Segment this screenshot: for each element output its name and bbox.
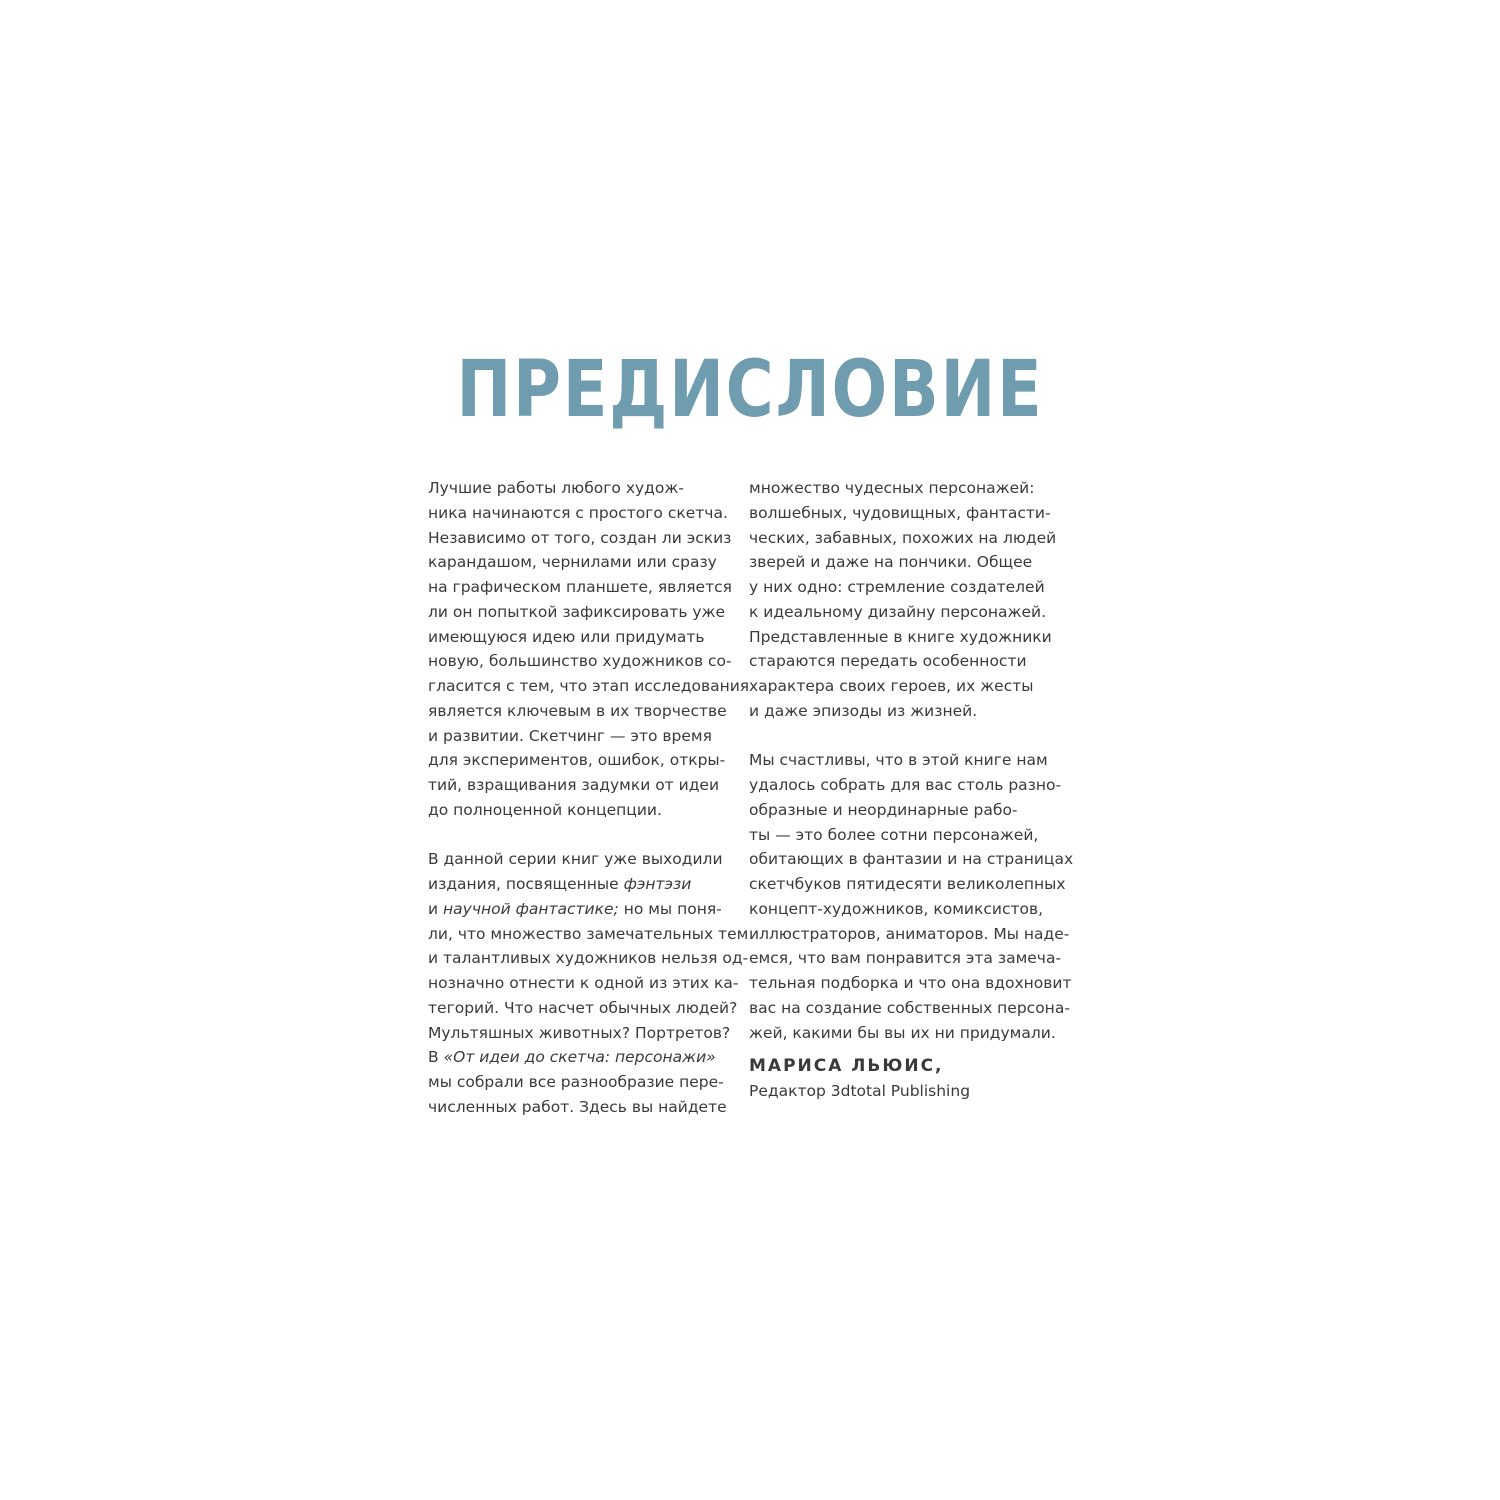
text-line: гласится с тем, что этап исследования <box>428 677 750 695</box>
text-line: мы собрали все разнообразие пере- <box>428 1073 724 1091</box>
text-segment: В <box>428 1048 444 1067</box>
left-paragraph-1 <box>428 476 750 823</box>
text-line: Мы счастливы, что в этой книге нам <box>749 751 1048 770</box>
right-column <box>749 476 1074 1104</box>
text-line: к идеальному дизайну персонажей. <box>749 602 1047 621</box>
text-line: на графическом планшете, является <box>428 578 732 596</box>
text-line: до полноценной концепции. <box>428 800 662 819</box>
italic-term-fantasy: фэнтэзи <box>623 875 692 893</box>
text-line: Мультяшных животных? Портретов? <box>428 1023 731 1042</box>
text-line: В данной серии книг уже выходили <box>428 850 723 869</box>
text-line: имеющуюся идею или придумать <box>428 627 705 646</box>
text-line: ты — это более сотни персонажей, <box>749 825 1039 844</box>
text-line: стараются передать особенности <box>749 652 1027 671</box>
text-line: для экспериментов, ошибок, откры- <box>428 751 726 770</box>
text-line: образные и неординарные рабо- <box>749 800 1018 819</box>
text-line: ли, что множество замечательных тем <box>428 924 749 943</box>
text-line <box>428 1045 728 1070</box>
author-role: Редактор 3dtotal Publishing <box>749 1082 971 1101</box>
text-line <box>428 897 728 922</box>
text-line: и талантливых художников нельзя од- <box>428 949 749 968</box>
text-line: характера своих героев, их жесты <box>749 677 1034 695</box>
text-line: удалось собрать для вас столь разно- <box>749 776 1062 794</box>
text-line: тегорий. Что насчет обычных людей? <box>428 998 738 1017</box>
text-line: ли он попыткой зафиксировать уже <box>428 602 726 621</box>
text-line: и развитии. Скетчинг — это время <box>428 726 712 745</box>
text-line: обитающих в фантазии и на страницах <box>749 850 1074 869</box>
text-line: Лучшие работы любого худож- <box>428 479 684 497</box>
left-paragraph-2 <box>428 847 749 1119</box>
text-line: численных работ. Здесь вы найдете <box>428 1097 727 1116</box>
page-title: ПРЕДИСЛОВИЕ <box>456 345 1044 435</box>
paragraph-gap <box>428 823 728 848</box>
text-segment: издания, посвященные <box>428 875 624 893</box>
author-name: МАРИСА ЛЬЮИС, <box>749 1056 944 1077</box>
text-line: и даже эпизоды из жизней. <box>749 701 978 720</box>
right-paragraph-2 <box>749 748 1074 1045</box>
italic-book-title: «От идеи до скетча: персонажи» <box>443 1048 716 1067</box>
text-line: ческих, забавных, похожих на людей <box>749 528 1057 547</box>
text-line: у них одно: стремление создателей <box>749 578 1045 596</box>
text-line: тий, взращивания задумки от идеи <box>428 776 720 794</box>
text-line: иллюстраторов, аниматоров. Мы наде- <box>749 924 1070 943</box>
text-line: является ключевым в их творчестве <box>428 701 727 720</box>
text-line: емся, что вам понравится эта замеча- <box>749 949 1062 968</box>
text-line: карандашом, чернилами или сразу <box>428 553 717 572</box>
text-line: множество чудесных персонажей: <box>749 479 1035 497</box>
text-segment: но мы поня- <box>618 899 722 918</box>
text-line: нозначно отнести к одной из этих ка- <box>428 974 739 992</box>
text-line: новую, большинство художников со- <box>428 652 732 671</box>
italic-term-scifi: научной фантастике; <box>443 899 619 918</box>
text-line <box>428 872 728 897</box>
text-line: вас на создание собственных персона- <box>749 998 1070 1017</box>
text-line: Представленные в книге художники <box>749 627 1052 646</box>
text-segment: и <box>428 899 444 918</box>
text-line: скетчбуков пятидесяти великолепных <box>749 875 1066 893</box>
text-line: волшебных, чудовищных, фантасти- <box>749 503 1051 522</box>
text-line: концепт-художников, комиксистов, <box>749 899 1044 918</box>
paragraph-gap <box>749 724 1059 749</box>
left-column <box>428 476 750 1120</box>
text-line: жей, какими бы вы их ни придумали. <box>749 1023 1056 1042</box>
text-line: Независимо от того, создан ли эскиз <box>428 528 732 547</box>
text-line: зверей и даже на пончики. Общее <box>749 553 1033 572</box>
text-line: ника начинаются с простого скетча. <box>428 503 728 522</box>
right-paragraph-1 <box>749 476 1059 724</box>
text-line: тельная подборка и что она вдохновит <box>749 974 1072 992</box>
